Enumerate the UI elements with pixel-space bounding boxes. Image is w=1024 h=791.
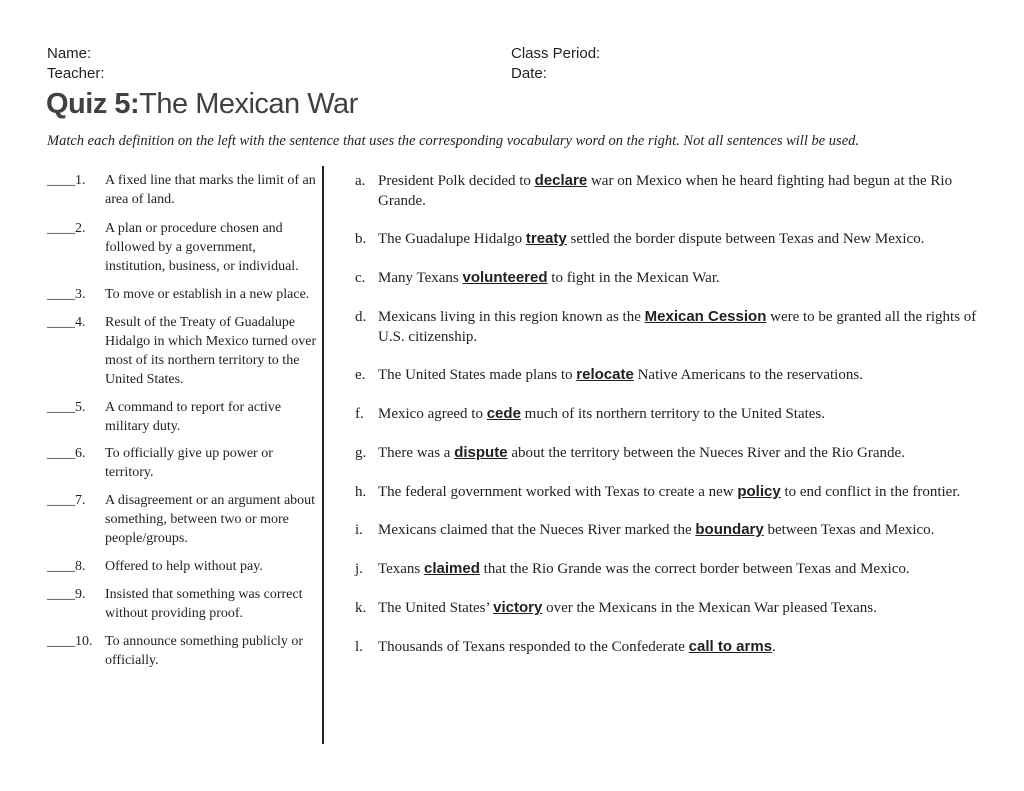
definition-text: Insisted that something was correct without providing proof. — [105, 587, 303, 621]
sentence-item — [355, 307, 985, 347]
vocab-word: victory — [493, 599, 543, 616]
answer-blank: ____8. — [47, 559, 86, 574]
sentence-text: Texans claimed that the Rio Grande was the correct border between Texas and Mexico. — [378, 560, 910, 577]
definition-text: Offered to help without pay. — [105, 559, 263, 574]
definition-text: A plan or procedure chosen and followed by a government, institution, business, or individual. — [105, 221, 299, 274]
definition-item — [47, 632, 317, 670]
vocab-word: cede — [486, 405, 521, 422]
vocab-word: dispute — [454, 444, 508, 461]
sentence-text: Mexicans living in this region known as the Mexican Cession were to be granted all the rights of U.S. citizenship. — [378, 308, 977, 345]
sentence-text: The federal government worked with Texas to create a new policy to end conflict in the frontier. — [378, 483, 961, 500]
sentence-text: Mexicans claimed that the Nueces River marked the boundary between Texas and Mexico. — [378, 521, 935, 538]
sentence-letter: e. — [355, 367, 366, 383]
sentence-text: The United States made plans to relocate Native Americans to the reservations. — [378, 366, 863, 383]
vocab-word: volunteered — [462, 269, 548, 286]
answer-blank: ____4. — [47, 315, 86, 330]
sentence-letter: j. — [355, 561, 363, 577]
sentence-item — [355, 443, 985, 463]
sentence-item — [355, 559, 985, 579]
sentences-list — [355, 171, 985, 657]
sentence-text: Many Texans volunteered to fight in the Mexican War. — [378, 269, 720, 286]
definition-text: To officially give up power or territory. — [105, 446, 273, 480]
definition-text: A disagreement or an argument about something, between two or more people/groups. — [105, 493, 316, 546]
quiz-topic: The Mexican War — [139, 88, 358, 120]
teacher-label: Teacher: — [47, 65, 105, 82]
vocab-word: relocate — [576, 366, 634, 383]
definition-text: To announce something publicly or officially. — [105, 634, 304, 668]
sentence-text: Mexico agreed to cede much of its northern territory to the United States. — [378, 405, 826, 422]
answer-blank: ____3. — [47, 287, 86, 302]
sentence-letter: a. — [355, 173, 366, 189]
definition-item — [47, 491, 317, 548]
sentence-item — [355, 482, 985, 502]
sentence-letter: f. — [355, 406, 364, 422]
answer-blank: ____1. — [47, 173, 86, 188]
sentence-letter: k. — [355, 600, 367, 616]
instructions: Match each definition on the left with the sentence that uses the corresponding vocabulary word on the right. Not all sentences will be used. — [47, 133, 859, 149]
sentence-text: President Polk decided to declare war on Mexico when he heard fighting had begun at the Rio Grande. — [378, 172, 953, 209]
vocab-word: boundary — [695, 521, 764, 538]
sentence-item — [355, 637, 985, 657]
name-label: Name: — [47, 45, 92, 62]
sentence-letter: h. — [355, 484, 367, 500]
definition-text: A command to report for active military duty. — [105, 400, 282, 434]
sentence-item — [355, 229, 985, 249]
sentence-item — [355, 365, 985, 385]
sentence-text: The United States’ victory over the Mexicans in the Mexican War pleased Texans. — [378, 599, 877, 616]
answer-blank: ____10. — [47, 634, 93, 649]
definition-text: To move or establish in a new place. — [105, 287, 310, 302]
answer-blank: ____2. — [47, 221, 86, 236]
page-title — [46, 84, 358, 124]
answer-blank: ____6. — [47, 446, 86, 461]
sentence-letter: g. — [355, 445, 367, 461]
definition-item — [47, 585, 317, 623]
definition-item — [47, 444, 317, 482]
definition-item — [47, 285, 317, 304]
student-info-left — [47, 44, 105, 84]
sentence-item — [355, 171, 985, 211]
sentence-letter: d. — [355, 309, 367, 325]
vocab-word: policy — [737, 483, 781, 500]
sentence-letter: l. — [355, 639, 363, 655]
definitions-list — [47, 171, 317, 670]
date-label: Date: — [511, 65, 547, 82]
class-period-label: Class Period: — [511, 45, 601, 62]
column-divider — [322, 166, 324, 744]
sentence-text: Thousands of Texans responded to the Confederate call to arms. — [378, 638, 776, 655]
definition-text: Result of the Treaty of Guadalupe Hidalgo in which Mexico turned over most of its northern territory to the United States. — [105, 315, 317, 387]
vocab-word: claimed — [424, 560, 480, 577]
sentence-letter: b. — [355, 231, 367, 247]
sentence-item — [355, 268, 985, 288]
definition-item — [47, 557, 317, 576]
definition-item — [47, 219, 317, 276]
sentence-letter: i. — [355, 522, 363, 538]
answer-blank: ____9. — [47, 587, 86, 602]
student-info-right — [511, 44, 600, 84]
definition-item — [47, 171, 317, 209]
sentence-text: The Guadalupe Hidalgo treaty settled the border dispute between Texas and New Mexico. — [378, 230, 925, 247]
answer-blank: ____7. — [47, 493, 86, 508]
answer-blank: ____5. — [47, 400, 86, 415]
vocab-word: declare — [534, 172, 588, 189]
sentence-text: There was a dispute about the territory between the Nueces River and the Rio Grande. — [378, 444, 905, 461]
definition-text: A fixed line that marks the limit of an area of land. — [105, 173, 316, 207]
sentence-item — [355, 404, 985, 424]
sentence-item — [355, 598, 985, 618]
definition-item — [47, 313, 317, 389]
vocab-word: treaty — [525, 230, 567, 247]
definition-item — [47, 398, 317, 436]
quiz-number: Quiz 5: — [46, 88, 140, 120]
vocab-word: Mexican Cession — [644, 308, 767, 325]
sentence-item — [355, 520, 985, 540]
sentence-letter: c. — [355, 270, 366, 286]
vocab-word: call to arms — [688, 638, 773, 655]
